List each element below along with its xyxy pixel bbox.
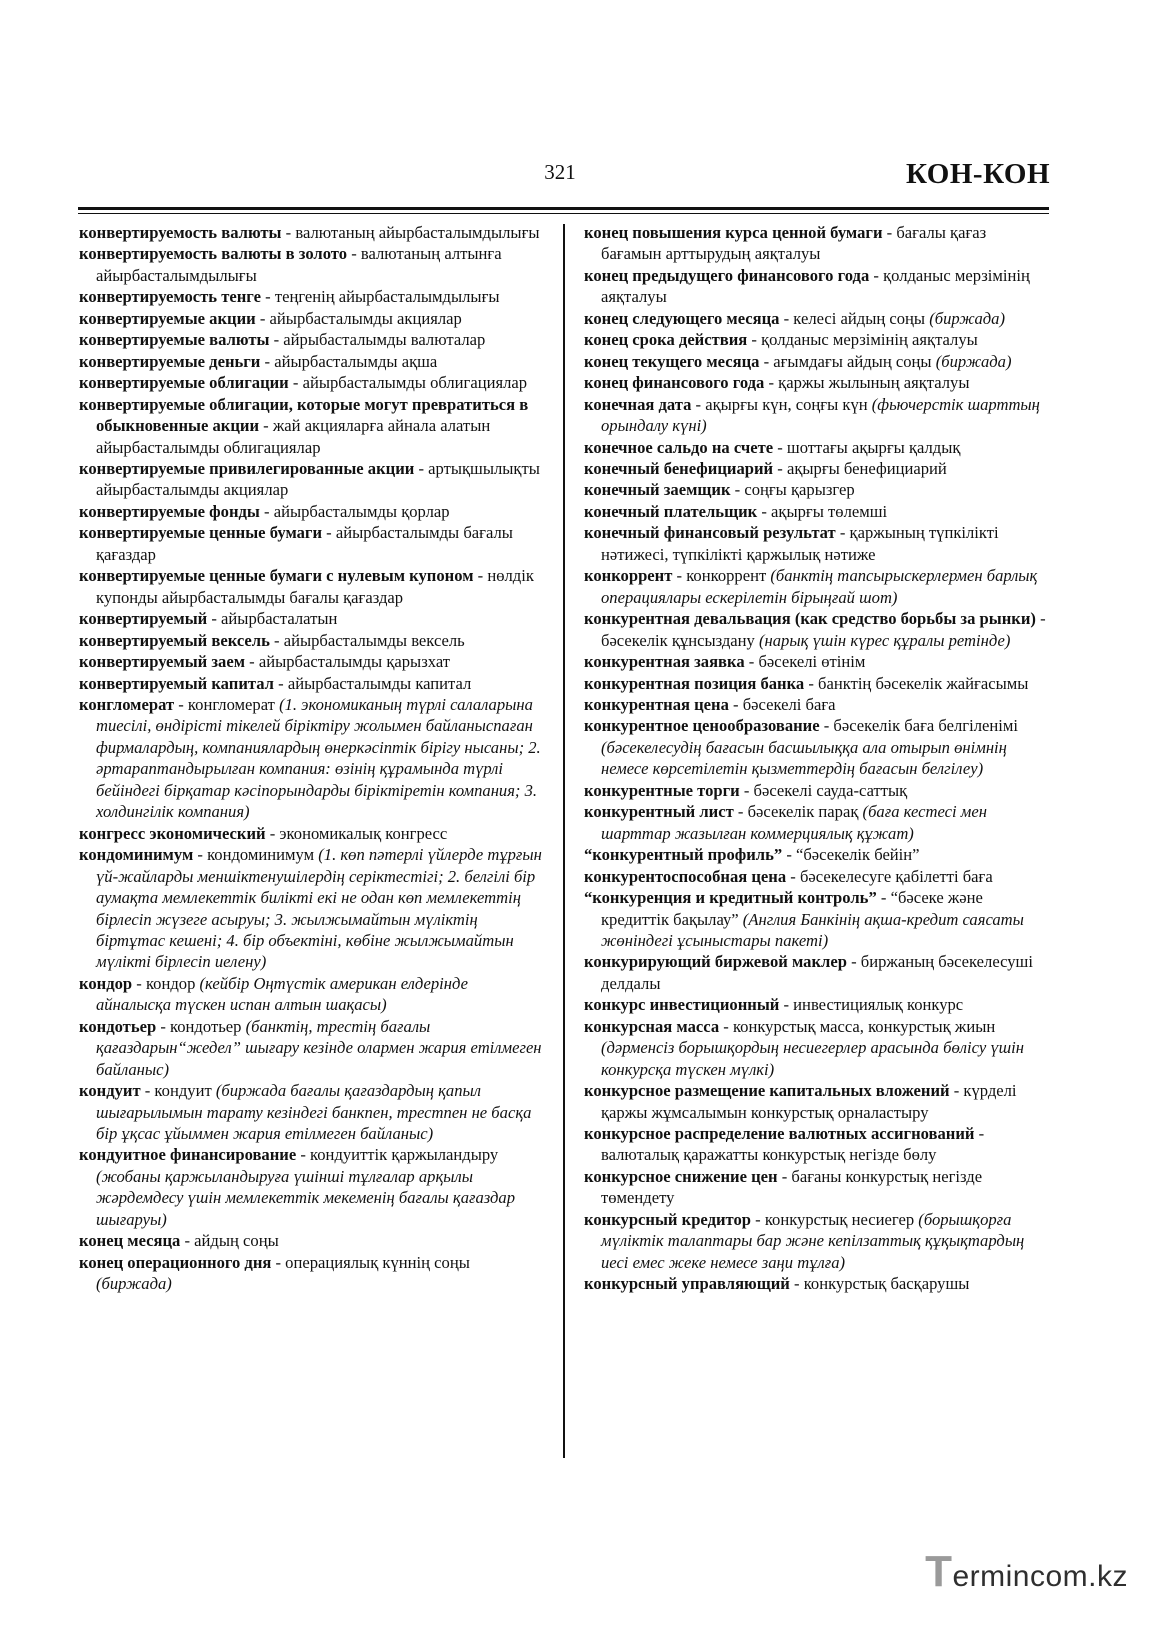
dictionary-entry — [584, 651, 1049, 672]
entry-note: (биржада) — [96, 1274, 172, 1294]
entry-note: (баға кестесі мен шарттар жазылған коммерциялық құжат) — [601, 802, 987, 843]
column-divider — [563, 224, 565, 1458]
entry-definition: - бағалы қағаз бағамын арттырудың аяқталуы — [601, 223, 987, 264]
entry-definition: - бәсекелі баға — [728, 694, 836, 714]
dictionary-entry — [79, 351, 542, 372]
entry-definition: - кондуит — [140, 1081, 216, 1101]
entry-term: конвертируемые облигации — [79, 373, 289, 393]
entry-term: кондотьер — [79, 1016, 157, 1036]
entry-term: кондор — [79, 973, 133, 993]
dictionary-entry — [79, 243, 542, 286]
dictionary-entry — [584, 1209, 1049, 1273]
entry-definition: - банктің бәсекелік жайғасымы — [804, 673, 1029, 693]
dictionary-entry — [584, 715, 1049, 779]
entry-term: конвертируемые акции — [79, 308, 256, 328]
entry-term: конкурсное распределение валютных ассигнований — [584, 1124, 975, 1144]
dictionary-entry — [79, 329, 542, 350]
dictionary-entry — [79, 630, 542, 651]
dictionary-entry — [584, 308, 1049, 329]
entry-definition: - айрыбасталымды валюталар — [269, 330, 486, 350]
entry-term: конкурсное размещение капитальных вложений — [584, 1081, 950, 1101]
entry-definition: - биржаның бәсекелесуші делдалы — [601, 952, 1033, 993]
entry-note: (биржада) — [935, 351, 1012, 371]
entry-definition: - нөлдік купонды айырбасталымды бағалы қағаздар — [96, 566, 534, 607]
entry-definition: - айырбасталымды акциялар — [255, 308, 462, 328]
entry-definition: - айдың соңы — [180, 1231, 279, 1251]
dictionary-entry — [79, 308, 542, 329]
right-column — [584, 222, 1049, 1295]
dictionary-entry — [584, 437, 1049, 458]
dictionary-entry — [584, 222, 1049, 265]
entry-definition: - ақырғы күн, соңғы күн — [691, 394, 872, 414]
entry-definition: - айырбасталатын — [207, 609, 338, 629]
dictionary-entry — [79, 1252, 542, 1295]
entry-term: конец следующего месяца — [584, 308, 780, 328]
entry-definition: - жай акцияларға айнала алатын айырбасталымды облигациялар — [96, 416, 491, 457]
entry-term: конкурсное снижение цен — [584, 1166, 778, 1186]
entry-definition: - айырбасталымды капитал — [274, 673, 472, 693]
entry-definition: - теңгенің айырбасталымдылығы — [261, 287, 500, 307]
dictionary-entry — [79, 673, 542, 694]
entry-term: конвертируемость валюты в золото — [79, 244, 348, 264]
entry-term: “конкурентный профиль” — [584, 845, 783, 865]
dictionary-entry — [79, 1144, 542, 1230]
entry-term: конец предыдущего финансового года — [584, 265, 870, 285]
entry-definition: - валютаның алтынға айырбасталымдылығы — [96, 244, 502, 285]
entry-term: кондоминимум — [79, 845, 194, 865]
entry-note: (жобаны қаржыландыруға үшінші тұлғалар арқылы жәрдемдесу үшін мемлекеттік мекеменің бағалы қағаздар шығаруы) — [96, 1166, 516, 1229]
entry-term: конвертируемый — [79, 609, 208, 629]
entry-definition: - бәсекелесуге қабілетті баға — [786, 866, 993, 886]
entry-term: конвертируемые деньги — [79, 351, 261, 371]
entry-definition: - конгломерат — [174, 694, 280, 714]
dictionary-entry — [584, 458, 1049, 479]
entry-definition: - экономикалық конгресс — [265, 823, 448, 843]
dictionary-entry — [584, 1080, 1049, 1123]
dictionary-entry — [79, 286, 542, 307]
entry-term: конкурентоспособная цена — [584, 866, 787, 886]
entry-definition: - бәсекелік парақ — [733, 802, 863, 822]
entry-definition: - кондоминимум — [193, 845, 319, 865]
entry-definition: - бәсекелік құнсыздану — [601, 609, 1046, 650]
entry-definition: - артықшылықты айырбасталымды акциялар — [96, 458, 540, 500]
entry-definition: - айырбасталымды облигациялар — [288, 373, 528, 393]
header-rule-thin — [78, 213, 1049, 214]
dictionary-entry — [584, 1016, 1049, 1080]
entry-term: конвертируемые ценные бумаги — [79, 523, 323, 543]
dictionary-entry — [584, 351, 1049, 372]
entry-term: конвертируемые валюты — [79, 330, 270, 350]
entry-note: (кейбір Оңтүстік американ елдерінде айналысқа түскен испан алтын шақасы) — [96, 973, 468, 1015]
entry-term: конечная дата — [584, 394, 692, 414]
entry-term: конец месяца — [79, 1231, 181, 1251]
entry-term: конкурсный управляющий — [584, 1274, 790, 1294]
entry-note: (биржада бағалы қағаздардың қапыл шығарылымын тарату кезіндегі банкпен, трестпен не басқа бір ұқсас ұйыммен жария етілмеген байланыс) — [96, 1081, 532, 1144]
dictionary-entry — [584, 522, 1049, 565]
entry-term: конец повышения курса ценной бумаги — [584, 223, 883, 242]
entry-term: конгресс экономический — [79, 823, 266, 843]
site-watermark — [925, 1547, 1128, 1597]
page-number: 321 — [544, 160, 576, 184]
entry-term: конец финансового года — [584, 373, 765, 393]
watermark-text: ermincom.kz — [952, 1560, 1128, 1593]
entry-term: конкоррент — [584, 566, 673, 586]
entry-term: конвертируемый заем — [79, 652, 246, 672]
dictionary-entry — [79, 694, 542, 823]
dictionary-entry — [584, 1166, 1049, 1209]
entry-note: (банктің тапсырыскерлермен барлық операциялары ескерілетін бірыңғай шот) — [601, 566, 1038, 607]
entry-note: (бәсекелесудің бағасын басшылыққа ала отырып өнімнің немесе көрсетілетін қызметтердің бағасын белгілеу) — [601, 737, 1007, 779]
entry-term: “конкуренция и кредитный контроль” — [584, 888, 877, 908]
entry-definition: - валюталық қаражатты конкурстық негізде бөлу — [601, 1124, 985, 1165]
entry-definition: - ағымдағы айдың соңы — [759, 351, 936, 371]
dictionary-entry — [79, 394, 542, 458]
dictionary-entry — [79, 973, 542, 1016]
entry-definition: - келесі айдың соңы — [779, 308, 930, 328]
dictionary-entry — [584, 673, 1049, 694]
entry-note: (1. көп пәтерлі үйлерде тұрғын үй-жайларды меншіктенушілердің серіктестігі; 2. белгілі бір аумақта мемлекеттік билікті екі не одан көп мемлекеттің бірлесіп жүзеге асыруы; 3. жылжымайтын мүліктің біртұтас кешені; 4. бір объектіні, көбіне жылжымайтын мүлікті бірлесіп иелену) — [96, 845, 542, 972]
dictionary-entry — [584, 951, 1049, 994]
entry-definition: - инвестициялық конкурс — [779, 995, 964, 1015]
entry-term: конечный финансовый результат — [584, 523, 836, 543]
dictionary-entry — [584, 780, 1049, 801]
entry-note: (борышқорға мүліктік талаптары бар және кепілзаттық құқықтардың иесі емес жеке немесе заңи тұлға) — [601, 1209, 1025, 1272]
dictionary-entry — [79, 458, 542, 501]
entry-definition: - бәсекелік баға белгіленімі — [819, 716, 1018, 736]
entry-definition: - айырбасталымды қарызхат — [245, 652, 451, 672]
entry-note: (банктің, трестің бағалы қағаздарын“жедел” шығару кезінде олармен жария етілмеген байланыс) — [96, 1016, 542, 1079]
entry-note: (фьючерстік шарттың орындалу күні) — [601, 394, 1040, 436]
dictionary-entry — [584, 1273, 1049, 1294]
entry-term: конечный плательщик — [584, 501, 758, 521]
entry-definition: - айырбасталымды бағалы қағаздар — [96, 523, 513, 564]
dictionary-entry — [79, 608, 542, 629]
dictionary-entry — [79, 1080, 542, 1144]
entry-definition: - “бәсекелік бейін” — [782, 845, 920, 865]
entry-term: конгломерат — [79, 694, 175, 714]
dictionary-entry — [584, 394, 1049, 437]
dictionary-entry — [584, 608, 1049, 651]
entry-term: конечный заемщик — [584, 480, 731, 500]
entry-term: конкурсная масса — [584, 1016, 720, 1036]
entry-definition: - конкоррент — [672, 566, 771, 586]
dictionary-entry — [79, 565, 542, 608]
dictionary-entry — [79, 823, 542, 844]
entry-term: конвертируемые облигации, которые могут превратиться в обыкновенные акции — [79, 394, 529, 436]
entry-note: (биржада) — [929, 308, 1006, 328]
watermark-logo-letter: T — [925, 1547, 953, 1596]
entry-definition: - ақырғы бенефициарий — [773, 458, 947, 478]
entry-term: конкурентная цена — [584, 694, 729, 714]
entry-note: (нарық үшін күрес құралы ретінде) — [759, 630, 1011, 650]
entry-term: конечное сальдо на счете — [584, 437, 774, 457]
entry-note: (Англия Банкінің ақша-кредит саясаты жөніндегі ұсыныстары пакеті) — [601, 909, 1024, 950]
dictionary-entry — [584, 1123, 1049, 1166]
entry-term: конкурс инвестиционный — [584, 995, 780, 1015]
entry-definition: - операциялық күннің соңы — [271, 1252, 470, 1272]
dictionary-entry — [79, 1230, 542, 1251]
entry-term: конвертируемые привилегированные акции — [79, 458, 415, 478]
entry-term: конвертируемость валюты — [79, 223, 282, 242]
entry-term: конкурсный кредитор — [584, 1209, 751, 1229]
entry-term: конкурентные торги — [584, 780, 740, 800]
dictionary-entry — [584, 501, 1049, 522]
entry-definition: - айырбасталымды қорлар — [259, 501, 450, 521]
entry-definition: - соңғы қарызгер — [730, 480, 855, 500]
entry-definition: - конкурстық несиегер — [751, 1209, 919, 1229]
dictionary-entry — [79, 522, 542, 565]
dictionary-entry — [584, 565, 1049, 608]
dictionary-entry — [79, 1016, 542, 1080]
entry-definition: - күрделі қаржы жұмсалымын конкурстық орналастыру — [601, 1081, 1017, 1122]
entry-definition: - бәсекелі өтінім — [744, 652, 866, 672]
dictionary-entry — [584, 994, 1049, 1015]
entry-term: конвертируемые фонды — [79, 501, 260, 521]
dictionary-entry — [584, 844, 1049, 865]
entry-definition: - конкурстық басқарушы — [789, 1274, 970, 1294]
entry-definition: - қаржы жылының аяқталуы — [764, 373, 970, 393]
dictionary-entry — [584, 329, 1049, 350]
entry-definition: - бәсекелі сауда-саттық — [739, 780, 908, 800]
dictionary-entry — [79, 222, 542, 243]
entry-term: конкурентное ценообразование — [584, 716, 820, 736]
dictionary-entry — [79, 651, 542, 672]
entry-definition: - шоттағы ақырғы қалдық — [773, 437, 961, 457]
dictionary-entry — [584, 479, 1049, 500]
entry-term: конвертируемый вексель — [79, 630, 270, 650]
entry-definition: - қолданыс мерзімінің аяқталуы — [601, 265, 1030, 307]
entry-definition: - айырбасталымды ақша — [260, 351, 438, 371]
entry-definition: - валютаның айырбасталымдылығы — [281, 223, 540, 242]
entry-term: конкурентная девальвация (как средство борьбы за рынки) — [584, 609, 1036, 629]
entry-definition: - “бәсеке және кредиттік бақылау” — [601, 888, 983, 929]
entry-term: конец срока действия — [584, 330, 748, 350]
header-rule-thick — [78, 207, 1049, 210]
dictionary-entry — [584, 265, 1049, 308]
entry-term: конвертируемый капитал — [79, 673, 274, 693]
entry-definition: - ақырғы төлемші — [757, 501, 888, 521]
entry-term: конкурентная позиция банка — [584, 673, 805, 693]
entry-term: конец текущего месяца — [584, 351, 760, 371]
dictionary-entry — [584, 801, 1049, 844]
dictionary-entry — [79, 372, 542, 393]
entry-term: конкурентный лист — [584, 802, 734, 822]
entry-term: конкурирующий биржевой маклер — [584, 952, 847, 972]
entry-term: конвертируемость тенге — [79, 287, 261, 307]
entry-note: (1. экономиканың түрлі салаларына тиесілі, өндірісті тікелей біріктіру жолымен байланыспаған фирмалардың, компаниялардың өнеркәсіптік бірігу нысаны; 2. әртараптандырылған компания: өзінің құрамында түрлі бейіндегі бірқатар кәсіпорындарды біріктіретін компания; 3. холдингілік компания) — [96, 694, 541, 822]
entry-definition: - конкурстық масса, конкурстық жиын — [719, 1016, 996, 1036]
left-column — [79, 222, 542, 1295]
entry-definition: - бағаны конкурстық негізде төмендету — [601, 1166, 983, 1208]
entry-definition: - кондуиттік қаржыландыру — [296, 1145, 499, 1165]
entry-term: конечный бенефициарий — [584, 458, 774, 478]
entry-term: кондуитное финансирование — [79, 1145, 297, 1165]
dictionary-entry — [79, 501, 542, 522]
entry-term: конкурентная заявка — [584, 652, 745, 672]
running-head: КОН-КОН — [906, 158, 1050, 190]
dictionary-entry — [584, 866, 1049, 887]
entry-term: кондуит — [79, 1081, 141, 1101]
dictionary-entry — [584, 694, 1049, 715]
entry-definition: - кондор — [132, 973, 200, 993]
entry-definition: - қолданыс мерзімінің аяқталуы — [747, 330, 978, 350]
entry-definition: - кондотьер — [156, 1016, 246, 1036]
entry-definition: - қаржының түпкілікті нәтижесі, түпкілікті қаржылық нәтиже — [601, 523, 999, 564]
entry-term: конвертируемые ценные бумаги с нулевым купоном — [79, 566, 474, 586]
entry-definition: - айырбасталымды вексель — [269, 630, 465, 650]
dictionary-entry — [584, 372, 1049, 393]
entry-term: конец операционного дня — [79, 1252, 272, 1272]
dictionary-entry — [584, 887, 1049, 951]
entry-note: (дәрменсіз борышқордың несиегерлер арасында бөлісу үшін конкурсқа түскен мүлкі) — [601, 1038, 1025, 1079]
dictionary-entry — [79, 844, 542, 973]
